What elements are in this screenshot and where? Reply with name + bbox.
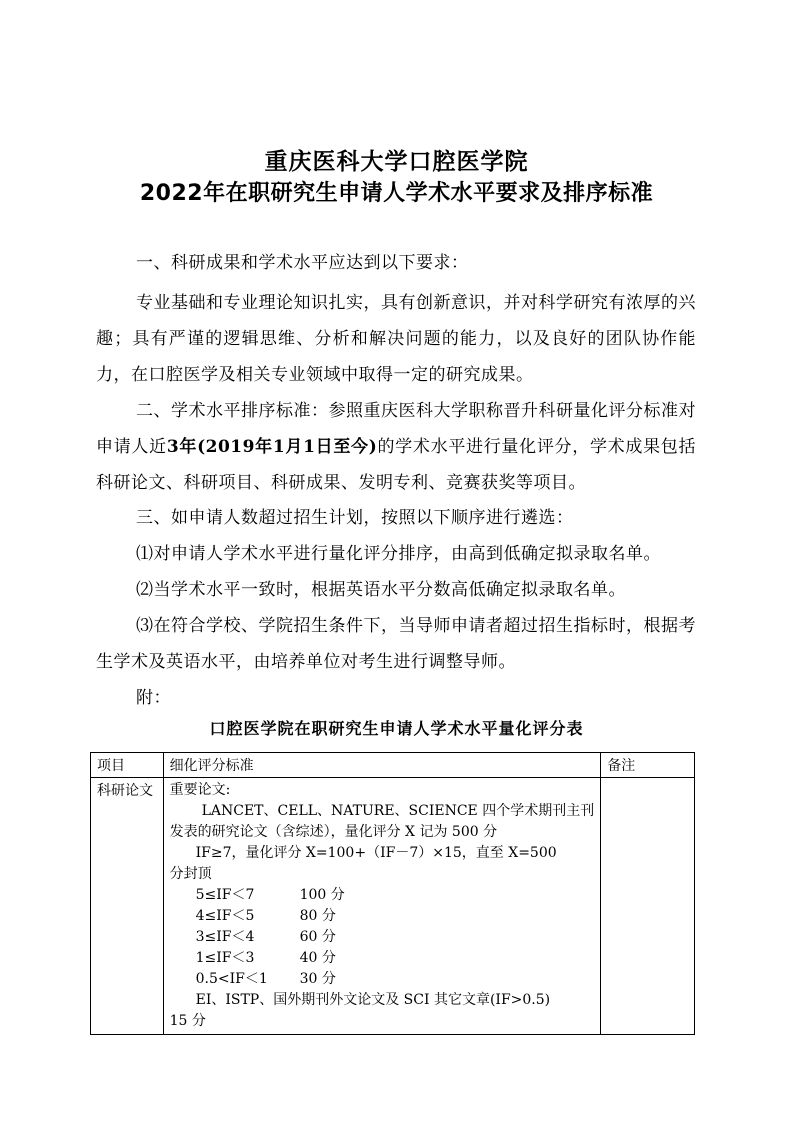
tier-score: 80 分 xyxy=(299,908,336,924)
section1-heading: 一、科研成果和学术水平应达到以下要求： xyxy=(136,253,469,273)
tier-score: 100 分 xyxy=(299,887,345,903)
tier-range: 5≤IF＜7 xyxy=(195,887,255,903)
tier-range: 4≤IF＜5 xyxy=(195,908,255,924)
tier-range: 0.5<IF＜1 xyxy=(195,971,268,987)
section1-body: 专业基础和专业理论知识扎实，具有创新意识，并对科学研究有浓厚的兴趣；具有严谨的逻辑思维、分析和解决问题的能力，以及良好的团队协作能力，在口腔医学及相关专业领域中取得一定的研究成果。 xyxy=(96,293,696,385)
tier-score: 60 分 xyxy=(299,929,336,945)
criteria-text-1b: 发表的研究论文（含综述），量化评分 X 记为 500 分 xyxy=(169,824,498,840)
tier-row xyxy=(170,969,595,990)
criteria-text-2b: 分封顶 xyxy=(169,866,212,882)
tier-range: 1≤IF＜3 xyxy=(195,950,255,966)
table-caption: 口腔医学院在职研究生申请人学术水平量化评分表 xyxy=(209,719,584,738)
table-row xyxy=(91,778,695,1035)
appendix-label: 附： xyxy=(136,688,171,708)
document-title: 重庆医科大学口腔医学院 xyxy=(264,149,529,175)
section3-heading: 三、如申请人数超过招生计划，按照以下顺序进行遴选： xyxy=(136,508,574,528)
criteria-text-2a: IF≥7，量化评分 X=100+（IF－7）×15，直至 X=500 xyxy=(195,845,557,861)
header-remark: 备注 xyxy=(601,753,695,778)
criteria-text-3b: 15 分 xyxy=(169,1013,206,1029)
row-remark xyxy=(601,778,695,1035)
tier-row xyxy=(170,948,595,969)
criteria-heading: 重要论文: xyxy=(169,782,231,798)
tier-score: 40 分 xyxy=(299,950,336,966)
section3-item-2: ⑵当学术水平一致时，根据英语水平分数高低确定拟录取名单。 xyxy=(136,580,626,600)
section2-body: 二、学术水平排序标准：参照重庆医科大学职称晋升科研量化评分标准对申请人近3年(2019年1月1日至今)的学术水平进行量化评分，学术成果包括科研论文、科研项目、科研成果、发明专利、竞赛获奖等项目。 xyxy=(96,401,696,493)
section2-period: 3年(2019年1月1日至今) xyxy=(166,437,378,457)
tier-score: 30 分 xyxy=(299,971,336,987)
header-item: 项目 xyxy=(91,753,164,778)
row-criteria xyxy=(163,778,601,1035)
header-criteria: 细化评分标准 xyxy=(163,753,601,778)
section3-item-3: ⑶在符合学校、学院招生条件下，当导师申请者超过招生指标时，根据考生学术及英语水平，由培养单位对考生进行调整导师。 xyxy=(96,616,696,672)
table-header-row xyxy=(91,753,695,778)
score-table xyxy=(90,752,695,1035)
criteria-text-3a: EI、ISTP、国外期刊外文论文及 SCI 其它文章(IF>0.5) xyxy=(195,992,551,1008)
tier-row xyxy=(170,885,595,906)
tier-range: 3≤IF＜4 xyxy=(195,929,255,945)
section3-item-1: ⑴对申请人学术水平进行量化评分排序，由高到低确定拟录取名单。 xyxy=(136,544,661,564)
criteria-text-1a: LANCET、CELL、NATURE、SCIENCE 四个学术期刊主刊 xyxy=(201,803,595,819)
row-item: 科研论文 xyxy=(91,778,164,1035)
tier-row xyxy=(170,906,595,927)
document-subtitle: 2022年在职研究生申请人学术水平要求及排序标准 xyxy=(139,181,654,206)
tier-row xyxy=(170,927,595,948)
